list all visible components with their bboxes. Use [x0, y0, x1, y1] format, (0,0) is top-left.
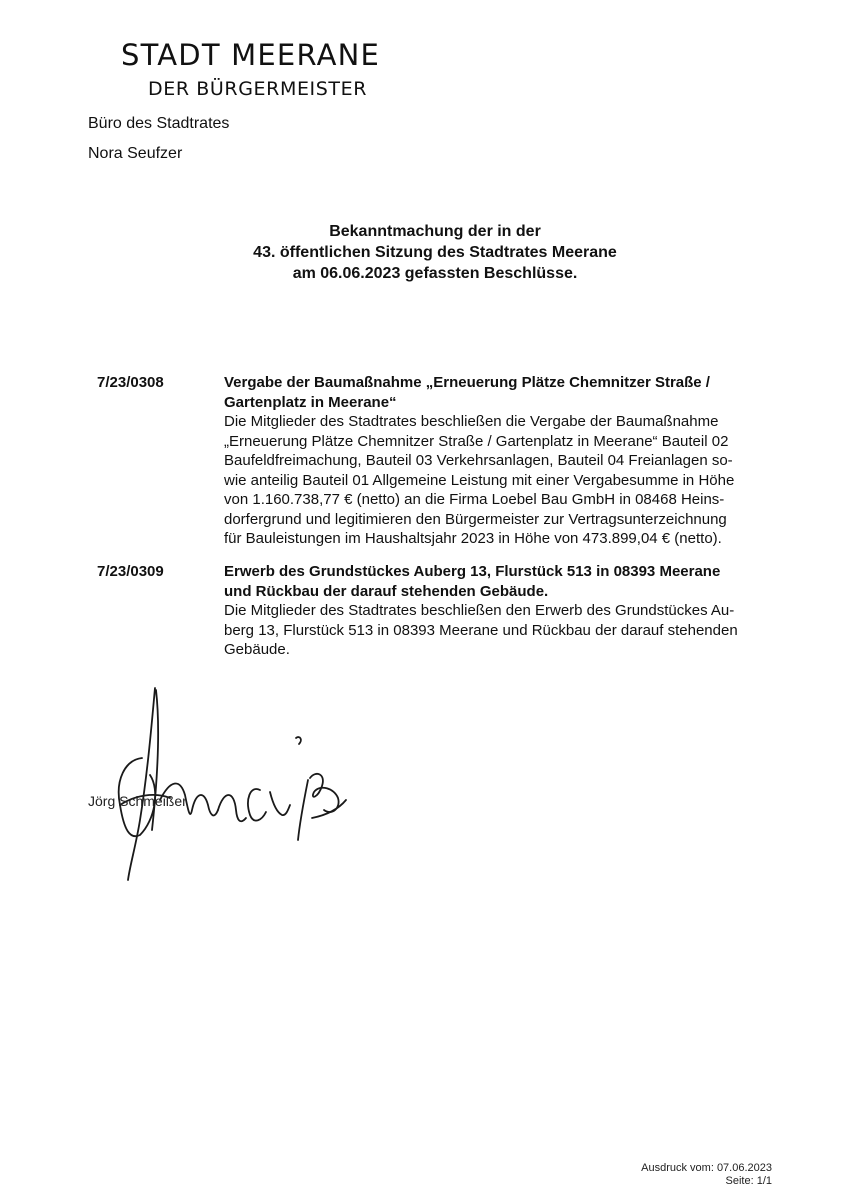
resolution-text-line: „Erneuerung Plätze Chemnitzer Straße / Gartenplatz in Meerane“ Bauteil 02: [224, 432, 729, 450]
print-footer: [641, 1162, 772, 1188]
resolution-text-line: Baufeldfreimachung, Bauteil 03 Verkehrsanlagen, Bauteil 04 Freianlagen so-: [224, 452, 733, 469]
page-number: Seite: 1/1: [725, 1175, 772, 1187]
resolution-title: [224, 373, 794, 412]
resolution-body: [224, 562, 794, 660]
resolution-text-line: von 1.160.738,77 € (netto) an die Firma Loebel Bau GmbH in 08468 Heins-: [224, 491, 725, 508]
resolution-title-line: Erwerb des Grundstückes Auberg 13, Flurstück 513 in 08393 Meerane: [224, 563, 721, 580]
resolution-number: 7/23/0309: [97, 563, 164, 580]
resolution-number: 7/23/0308: [97, 374, 164, 391]
resolution-text: [224, 412, 794, 549]
print-date: Ausdruck vom: 07.06.2023: [641, 1162, 772, 1174]
handwritten-signature: [100, 680, 360, 890]
signer-name: Jörg Schmeißer: [88, 793, 187, 809]
resolution-body: [224, 373, 794, 549]
resolution-title: [224, 562, 794, 601]
resolution-text-line: Die Mitglieder des Stadtrates beschließen den Erwerb des Grundstückes Au-: [224, 602, 735, 619]
resolution-title-line: Vergabe der Baumaßnahme „Erneuerung Plätze Chemnitzer Straße /: [224, 374, 710, 391]
resolution-text-line: wie anteilig Bauteil 01 Allgemeine Leistung mit einer Vergabesumme in Höhe: [224, 471, 735, 489]
org-name: STADT MEERANE: [121, 38, 381, 72]
resolution-text-line: Die Mitglieder des Stadtrates beschließen die Vergabe der Baumaßnahme: [224, 413, 719, 430]
office-name: Büro des Stadtrates: [88, 115, 230, 132]
resolution-text-line: Gebäude.: [224, 641, 290, 658]
announcement-heading: [150, 221, 720, 284]
resolution-title-line: Gartenplatz in Meerane“: [224, 393, 397, 411]
heading-line: 43. öffentlichen Sitzung des Stadtrates Meerane: [253, 244, 617, 261]
org-subtitle: DER BÜRGERMEISTER: [148, 78, 368, 100]
contact-person: Nora Seufzer: [88, 145, 183, 162]
resolution-title-line: und Rückbau der darauf stehenden Gebäude.: [224, 582, 549, 600]
resolution-text-line: berg 13, Flurstück 513 in 08393 Meerane und Rückbau der darauf stehenden: [224, 621, 738, 639]
heading-line: am 06.06.2023 gefassten Beschlüsse.: [292, 265, 578, 282]
resolution-text-line: dorfergrund und legitimieren den Bürgermeister zur Vertragsunterzeichnung: [224, 510, 727, 528]
resolution-text: [224, 601, 794, 660]
resolution-text-line: für Bauleistungen im Haushaltsjahr 2023 in Höhe von 473.899,04 € (netto).: [224, 530, 722, 547]
heading-line: Bekanntmachung der in der: [329, 223, 541, 240]
